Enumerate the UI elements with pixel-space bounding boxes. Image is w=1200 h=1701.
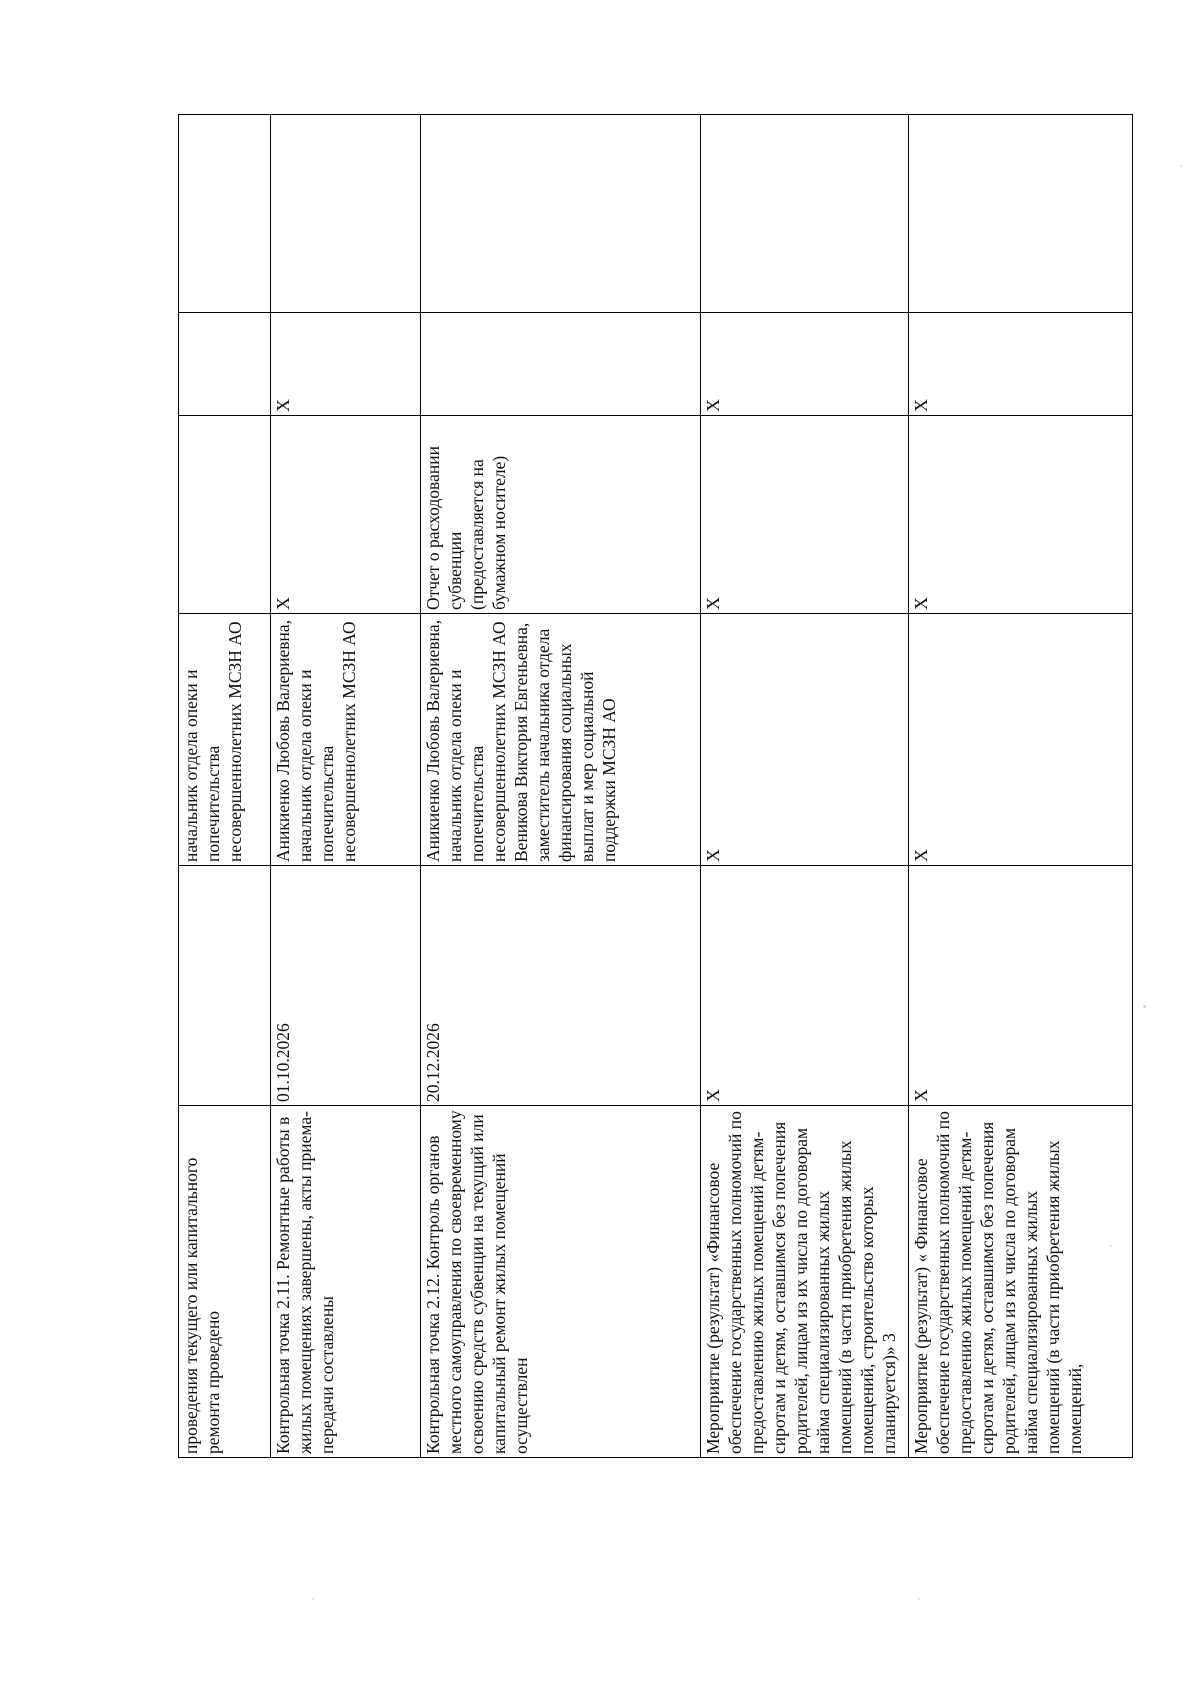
table-row bbox=[701, 115, 909, 1458]
table-cell: 01.10.2026 bbox=[271, 866, 421, 1106]
scan-speck bbox=[1180, 165, 1182, 167]
table-cell: X bbox=[701, 866, 909, 1106]
table-cell: Мероприятие (результат) «Финансовое обеспечение государственных полномочий по предоставлению жилых помещений детям-сиротам и детям, оставшимся без попечения родителей, лицам из их числа по договорам найма специализированных жилых помещений (в части приобретения жилых помещений, строительство которых планируется)» 3 bbox=[701, 1106, 909, 1458]
table-cell: Мероприятие (результат) « Финансовое обеспечение государственных полномочий по предоставлению жилых помещений детям-сиротам и детям, оставшимся без попечения родителей, лицам из их числа по договорам найма специализированных жилых помещений (в части приобретения жилых помещений, bbox=[909, 1106, 1133, 1458]
table-cell: Отчет о расходовании субвенции (предоставляется на бумажном носителе) bbox=[421, 416, 701, 614]
table-cell: Контрольная точка 2.11. Ремонтные работы в жилых помещениях завершены, акты приема-передачи составлены bbox=[271, 1106, 421, 1458]
scan-speck bbox=[918, 1598, 920, 1600]
table-cell: начальник отдела опеки и попечительства несовершеннолетних МСЗН АО bbox=[179, 614, 271, 866]
table-cell: 20.12.2026 bbox=[421, 866, 701, 1106]
rotated-table-wrapper bbox=[178, 115, 1132, 1458]
scan-speck bbox=[1143, 1005, 1146, 1008]
scan-speck bbox=[312, 1598, 314, 1600]
scan-speck bbox=[1110, 1245, 1112, 1247]
table-cell: X bbox=[701, 416, 909, 614]
table-cell bbox=[909, 115, 1133, 313]
table-row bbox=[909, 115, 1133, 1458]
table-cell: X bbox=[701, 313, 909, 416]
document-table bbox=[178, 114, 1133, 1458]
table-cell: Аникиенко Любовь Валериевна, начальник отдела опеки и попечительства несовершеннолетних МСЗН АО bbox=[271, 614, 421, 866]
table-cell: X bbox=[909, 313, 1133, 416]
table-cell: X bbox=[271, 416, 421, 614]
table-cell: X bbox=[909, 416, 1133, 614]
table-cell: X bbox=[271, 313, 421, 416]
table-cell bbox=[271, 115, 421, 313]
table-cell bbox=[421, 313, 701, 416]
table-row bbox=[179, 115, 271, 1458]
table-cell bbox=[421, 115, 701, 313]
table-cell: проведения текущего или капитального ремонта проведено bbox=[179, 1106, 271, 1458]
table-cell bbox=[179, 416, 271, 614]
table-cell: Контрольная точка 2.12. Контроль органов местного самоуправления по своевременному освоению средств субвенции на текущий или капитальный ремонт жилых помещений осуществлен bbox=[421, 1106, 701, 1458]
table-row bbox=[271, 115, 421, 1458]
table-cell bbox=[701, 115, 909, 313]
table-cell bbox=[179, 313, 271, 416]
table-cell: X bbox=[701, 614, 909, 866]
table-cell: Аникиенко Любовь Валериевна, начальник отдела опеки и попечительства несовершеннолетних МСЗН АО Веникова Виктория Евгеньевна, заместитель начальника отдела финансирования социальных выплат и мер социальной поддержки МСЗН АО bbox=[421, 614, 701, 866]
table-cell bbox=[179, 115, 271, 313]
table-cell bbox=[179, 866, 271, 1106]
table-cell: X bbox=[909, 614, 1133, 866]
table-row bbox=[421, 115, 701, 1458]
table-cell: X bbox=[909, 866, 1133, 1106]
